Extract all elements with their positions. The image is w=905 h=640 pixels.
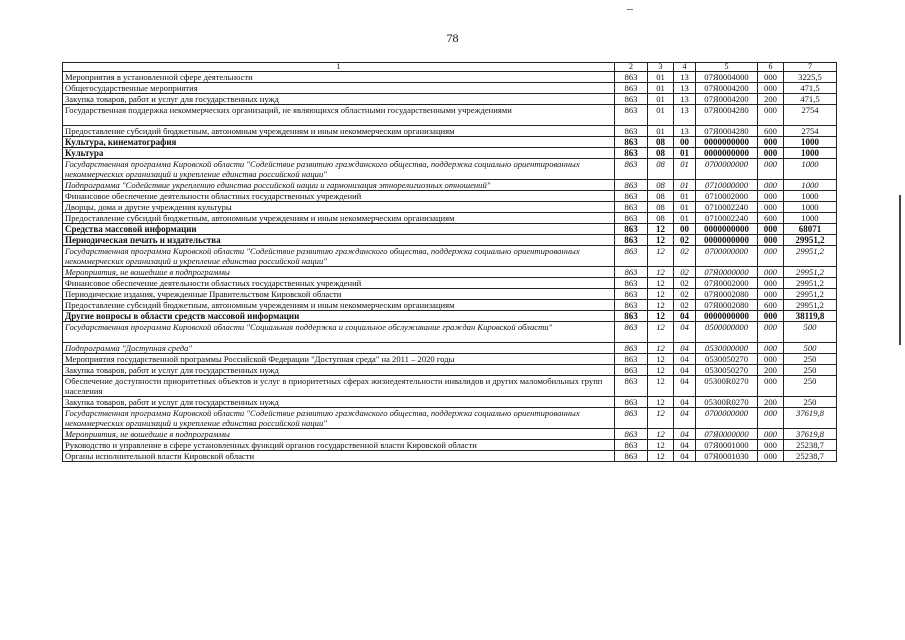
table-row: [63, 397, 837, 408]
table-row: [63, 343, 837, 354]
amount-cell: 250: [784, 354, 837, 365]
expense-type-cell: 000: [758, 191, 784, 202]
item-name-cell: Финансовое обеспечение деятельности областных государственных учреждений: [63, 278, 615, 289]
section-code-cell: 01: [648, 105, 674, 126]
subsection-code-cell: 02: [674, 300, 696, 311]
amount-cell: 29951,2: [784, 246, 837, 267]
item-name-cell: Финансовое обеспечение деятельности областных государственных учреждений: [63, 191, 615, 202]
table-row: [63, 148, 837, 159]
subsection-code-cell: 04: [674, 354, 696, 365]
department-code-cell: 863: [615, 440, 648, 451]
subsection-code-cell: 04: [674, 343, 696, 354]
table-row: [63, 202, 837, 213]
expense-type-cell: 000: [758, 246, 784, 267]
section-code-cell: 08: [648, 191, 674, 202]
department-code-cell: 863: [615, 376, 648, 397]
section-code-cell: 08: [648, 213, 674, 224]
item-name-cell: Закупка товаров, работ и услуг для государственных нужд: [63, 397, 615, 408]
target-article-cell: 0000000000: [696, 311, 758, 322]
scan-speck: [627, 9, 633, 10]
table-row: [63, 300, 837, 311]
subsection-code-cell: 04: [674, 322, 696, 343]
subsection-code-cell: 04: [674, 451, 696, 462]
subsection-code-cell: 04: [674, 429, 696, 440]
subsection-code-cell: 01: [674, 213, 696, 224]
table-row: [63, 246, 837, 267]
section-code-cell: 12: [648, 429, 674, 440]
department-code-cell: 863: [615, 224, 648, 235]
section-code-cell: 12: [648, 322, 674, 343]
section-code-cell: 08: [648, 202, 674, 213]
department-code-cell: 863: [615, 180, 648, 191]
item-name-cell: Культура, кинематография: [63, 137, 615, 148]
section-code-cell: 12: [648, 440, 674, 451]
section-code-cell: 08: [648, 137, 674, 148]
target-article-cell: 07Я0004280: [696, 126, 758, 137]
section-code-cell: 12: [648, 289, 674, 300]
target-article-cell: 0000000000: [696, 235, 758, 246]
amount-cell: 500: [784, 322, 837, 343]
table-row: [63, 322, 837, 343]
subsection-code-cell: 01: [674, 191, 696, 202]
item-name-cell: Предоставление субсидий бюджетным, автономным учреждениям и иным некоммерческим организациям: [63, 126, 615, 137]
section-code-cell: 01: [648, 72, 674, 83]
target-article-cell: 07Я0000000: [696, 267, 758, 278]
item-name-cell: Органы исполнительной власти Кировской области: [63, 451, 615, 462]
department-code-cell: 863: [615, 105, 648, 126]
amount-cell: 1000: [784, 191, 837, 202]
target-article-cell: 0000000000: [696, 224, 758, 235]
department-code-cell: 863: [615, 213, 648, 224]
amount-cell: 250: [784, 397, 837, 408]
expense-type-cell: 000: [758, 148, 784, 159]
subsection-code-cell: 00: [674, 137, 696, 148]
section-code-cell: 12: [648, 311, 674, 322]
table-row: [63, 224, 837, 235]
section-code-cell: 08: [648, 180, 674, 191]
item-name-cell: Предоставление субсидий бюджетным, автономным учреждениям и иным некоммерческим организациям: [63, 300, 615, 311]
target-article-cell: 07Я0004200: [696, 83, 758, 94]
expense-type-cell: 000: [758, 83, 784, 94]
expense-type-cell: 600: [758, 126, 784, 137]
target-article-cell: 07Я0004280: [696, 105, 758, 126]
department-code-cell: 863: [615, 451, 648, 462]
table-row: [63, 72, 837, 83]
section-code-cell: 08: [648, 159, 674, 180]
expense-type-cell: 000: [758, 289, 784, 300]
department-code-cell: 863: [615, 300, 648, 311]
section-code-cell: 01: [648, 83, 674, 94]
expense-type-cell: 000: [758, 354, 784, 365]
amount-cell: 1000: [784, 213, 837, 224]
section-code-cell: 12: [648, 343, 674, 354]
department-code-cell: 863: [615, 365, 648, 376]
target-article-cell: 0500000000: [696, 322, 758, 343]
item-name-cell: Обеспечение доступности приоритетных объектов и услуг в приоритетных сферах жизнедеятельности инвалидов и других маломобильных групп населения: [63, 376, 615, 397]
item-name-cell: Периодическая печать и издательства: [63, 235, 615, 246]
header-cell-7: 7: [784, 63, 837, 72]
department-code-cell: 863: [615, 246, 648, 267]
subsection-code-cell: 01: [674, 180, 696, 191]
table-row: [63, 429, 837, 440]
subsection-code-cell: 13: [674, 83, 696, 94]
amount-cell: 2754: [784, 105, 837, 126]
subsection-code-cell: 01: [674, 148, 696, 159]
table-row: [63, 235, 837, 246]
table-row: [63, 289, 837, 300]
expense-type-cell: 000: [758, 343, 784, 354]
amount-cell: 1000: [784, 159, 837, 180]
department-code-cell: 863: [615, 408, 648, 429]
target-article-cell: 0000000000: [696, 137, 758, 148]
amount-cell: 1000: [784, 148, 837, 159]
page-number: 78: [446, 31, 459, 45]
expense-type-cell: 000: [758, 159, 784, 180]
amount-cell: 37619,8: [784, 408, 837, 429]
table-row: [63, 83, 837, 94]
amount-cell: 471,5: [784, 83, 837, 94]
section-code-cell: 12: [648, 397, 674, 408]
header-cell-3: 3: [648, 63, 674, 72]
target-article-cell: 07Я0002080: [696, 300, 758, 311]
subsection-code-cell: 13: [674, 72, 696, 83]
table-row: [63, 440, 837, 451]
target-article-cell: 07Я0004200: [696, 94, 758, 105]
table-row: [63, 159, 837, 180]
expense-type-cell: 000: [758, 322, 784, 343]
amount-cell: 37619,8: [784, 429, 837, 440]
item-name-cell: Государственная программа Кировской области "Содействие развитию гражданского общества, поддержка социально ориентированных некоммерческих организаций и укрепление единства российской нации": [63, 408, 615, 429]
header-cell-2: 2: [615, 63, 648, 72]
item-name-cell: Мероприятия государственной программы Российской Федерации "Доступная среда" на 2011 – 2020 годы: [63, 354, 615, 365]
section-code-cell: 12: [648, 300, 674, 311]
expense-type-cell: 000: [758, 376, 784, 397]
subsection-code-cell: 13: [674, 94, 696, 105]
item-name-cell: Средства массовой информации: [63, 224, 615, 235]
header-cell-6: 6: [758, 63, 784, 72]
subsection-code-cell: 02: [674, 289, 696, 300]
section-code-cell: 12: [648, 246, 674, 267]
table-row: [63, 267, 837, 278]
target-article-cell: 0000000000: [696, 148, 758, 159]
subsection-code-cell: 02: [674, 235, 696, 246]
item-name-cell: Мероприятия, не вошедшие в подпрограммы: [63, 429, 615, 440]
department-code-cell: 863: [615, 278, 648, 289]
item-name-cell: Государственная программа Кировской области "Содействие развитию гражданского общества, поддержка социально ориентированных некоммерческих организаций и укрепление единства российской нации": [63, 246, 615, 267]
header-row: [63, 63, 837, 72]
expense-type-cell: 000: [758, 278, 784, 289]
section-code-cell: 01: [648, 126, 674, 137]
item-name-cell: Дворцы, дома и другие учреждения культуры: [63, 202, 615, 213]
amount-cell: 29951,2: [784, 289, 837, 300]
table-row: [63, 354, 837, 365]
section-code-cell: 01: [648, 94, 674, 105]
department-code-cell: 863: [615, 148, 648, 159]
expense-type-cell: 200: [758, 397, 784, 408]
amount-cell: 2754: [784, 126, 837, 137]
item-name-cell: Предоставление субсидий бюджетным, автономным учреждениям и иным некоммерческим организациям: [63, 213, 615, 224]
amount-cell: 1000: [784, 137, 837, 148]
expense-type-cell: 000: [758, 408, 784, 429]
expense-type-cell: 200: [758, 94, 784, 105]
amount-cell: 25238,7: [784, 451, 837, 462]
section-code-cell: 12: [648, 451, 674, 462]
table-row: [63, 137, 837, 148]
department-code-cell: 863: [615, 126, 648, 137]
expense-type-cell: 000: [758, 224, 784, 235]
target-article-cell: 0530050270: [696, 354, 758, 365]
subsection-code-cell: 02: [674, 267, 696, 278]
table-body: [63, 63, 837, 462]
table-row: [63, 278, 837, 289]
department-code-cell: 863: [615, 343, 648, 354]
amount-cell: 68071: [784, 224, 837, 235]
item-name-cell: Мероприятия в установленной сфере деятельности: [63, 72, 615, 83]
table-row: [63, 311, 837, 322]
expense-type-cell: 000: [758, 235, 784, 246]
target-article-cell: 0530000000: [696, 343, 758, 354]
department-code-cell: 863: [615, 311, 648, 322]
item-name-cell: Подпрограмма "Содействие укреплению единства российской нации и гармонизация этнорелигиозных отношений": [63, 180, 615, 191]
target-article-cell: 0530050270: [696, 365, 758, 376]
expense-type-cell: 000: [758, 440, 784, 451]
table-row: [63, 376, 837, 397]
item-name-cell: Общегосударственные мероприятия: [63, 83, 615, 94]
department-code-cell: 863: [615, 191, 648, 202]
table-row: [63, 180, 837, 191]
expense-type-cell: 000: [758, 105, 784, 126]
target-article-cell: 05300R0270: [696, 376, 758, 397]
expense-type-cell: 000: [758, 202, 784, 213]
amount-cell: 1000: [784, 180, 837, 191]
item-name-cell: Мероприятия, не вошедшие в подпрограммы: [63, 267, 615, 278]
subsection-code-cell: 04: [674, 365, 696, 376]
item-name-cell: Государственная программа Кировской области "Содействие развитию гражданского общества, поддержка социально ориентированных некоммерческих организаций и укрепление единства российской нации": [63, 159, 615, 180]
subsection-code-cell: 13: [674, 126, 696, 137]
target-article-cell: 07Я0002000: [696, 278, 758, 289]
target-article-cell: 0700000000: [696, 159, 758, 180]
item-name-cell: Другие вопросы в области средств массовой информации: [63, 311, 615, 322]
expense-type-cell: 000: [758, 311, 784, 322]
department-code-cell: 863: [615, 429, 648, 440]
target-article-cell: 07Я0002080: [696, 289, 758, 300]
amount-cell: 29951,2: [784, 278, 837, 289]
department-code-cell: 863: [615, 397, 648, 408]
subsection-code-cell: 00: [674, 224, 696, 235]
table-row: [63, 213, 837, 224]
amount-cell: 1000: [784, 202, 837, 213]
item-name-cell: Государственная поддержка некоммерческих организаций, не являющихся областными государственными учреждениями: [63, 105, 615, 126]
subsection-code-cell: 13: [674, 105, 696, 126]
expense-type-cell: 600: [758, 213, 784, 224]
subsection-code-cell: 04: [674, 397, 696, 408]
expense-type-cell: 000: [758, 451, 784, 462]
expense-type-cell: 200: [758, 365, 784, 376]
table-row: [63, 105, 837, 126]
section-code-cell: 08: [648, 148, 674, 159]
target-article-cell: 07Я0004000: [696, 72, 758, 83]
table-row: [63, 191, 837, 202]
item-name-cell: Культура: [63, 148, 615, 159]
department-code-cell: 863: [615, 289, 648, 300]
subsection-code-cell: 04: [674, 311, 696, 322]
header-cell-5: 5: [696, 63, 758, 72]
item-name-cell: Руководство и управление в сфере установленных функций органов государственной власти Кировской области: [63, 440, 615, 451]
table-row: [63, 365, 837, 376]
department-code-cell: 863: [615, 235, 648, 246]
expense-type-cell: 000: [758, 267, 784, 278]
expense-type-cell: 000: [758, 137, 784, 148]
expense-type-cell: 600: [758, 300, 784, 311]
expense-type-cell: 000: [758, 72, 784, 83]
table-row: [63, 94, 837, 105]
amount-cell: 250: [784, 376, 837, 397]
department-code-cell: 863: [615, 322, 648, 343]
section-code-cell: 12: [648, 267, 674, 278]
target-article-cell: 07Я0001000: [696, 440, 758, 451]
section-code-cell: 12: [648, 365, 674, 376]
amount-cell: 25238,7: [784, 440, 837, 451]
subsection-code-cell: 02: [674, 246, 696, 267]
item-name-cell: Закупка товаров, работ и услуг для государственных нужд: [63, 365, 615, 376]
section-code-cell: 12: [648, 376, 674, 397]
department-code-cell: 863: [615, 83, 648, 94]
section-code-cell: 12: [648, 354, 674, 365]
item-name-cell: Закупка товаров, работ и услуг для государственных нужд: [63, 94, 615, 105]
subsection-code-cell: 02: [674, 278, 696, 289]
section-code-cell: 12: [648, 408, 674, 429]
target-article-cell: 0700000000: [696, 408, 758, 429]
subsection-code-cell: 01: [674, 159, 696, 180]
item-name-cell: Периодические издания, учрежденные Правительством Кировской области: [63, 289, 615, 300]
department-code-cell: 863: [615, 137, 648, 148]
target-article-cell: 0710002240: [696, 213, 758, 224]
target-article-cell: 05300R0270: [696, 397, 758, 408]
department-code-cell: 863: [615, 202, 648, 213]
budget-table: [62, 62, 837, 462]
section-code-cell: 12: [648, 278, 674, 289]
section-code-cell: 12: [648, 235, 674, 246]
expense-type-cell: 000: [758, 180, 784, 191]
amount-cell: 29951,2: [784, 300, 837, 311]
table-row: [63, 126, 837, 137]
department-code-cell: 863: [615, 267, 648, 278]
header-cell-1: 1: [63, 63, 615, 72]
subsection-code-cell: 01: [674, 202, 696, 213]
amount-cell: 500: [784, 343, 837, 354]
department-code-cell: 863: [615, 159, 648, 180]
target-article-cell: 0710000000: [696, 180, 758, 191]
subsection-code-cell: 04: [674, 440, 696, 451]
target-article-cell: 0710002000: [696, 191, 758, 202]
subsection-code-cell: 04: [674, 376, 696, 397]
item-name-cell: Подпрограмма "Доступная среда": [63, 343, 615, 354]
expense-type-cell: 000: [758, 429, 784, 440]
amount-cell: 250: [784, 365, 837, 376]
section-code-cell: 12: [648, 224, 674, 235]
scan-edge-mark: [899, 195, 901, 345]
table-row: [63, 408, 837, 429]
target-article-cell: 0700000000: [696, 246, 758, 267]
subsection-code-cell: 04: [674, 408, 696, 429]
target-article-cell: 07Я0000000: [696, 429, 758, 440]
amount-cell: 471,5: [784, 94, 837, 105]
item-name-cell: Государственная программа Кировской области "Социальная поддержка и социальное обслуживание граждан Кировской области": [63, 322, 615, 343]
department-code-cell: 863: [615, 94, 648, 105]
target-article-cell: 0710002240: [696, 202, 758, 213]
amount-cell: 38119,8: [784, 311, 837, 322]
table-row: [63, 451, 837, 462]
header-cell-4: 4: [674, 63, 696, 72]
department-code-cell: 863: [615, 72, 648, 83]
amount-cell: 29951,2: [784, 235, 837, 246]
amount-cell: 29951,2: [784, 267, 837, 278]
department-code-cell: 863: [615, 354, 648, 365]
amount-cell: 3225,5: [784, 72, 837, 83]
target-article-cell: 07Я0001030: [696, 451, 758, 462]
